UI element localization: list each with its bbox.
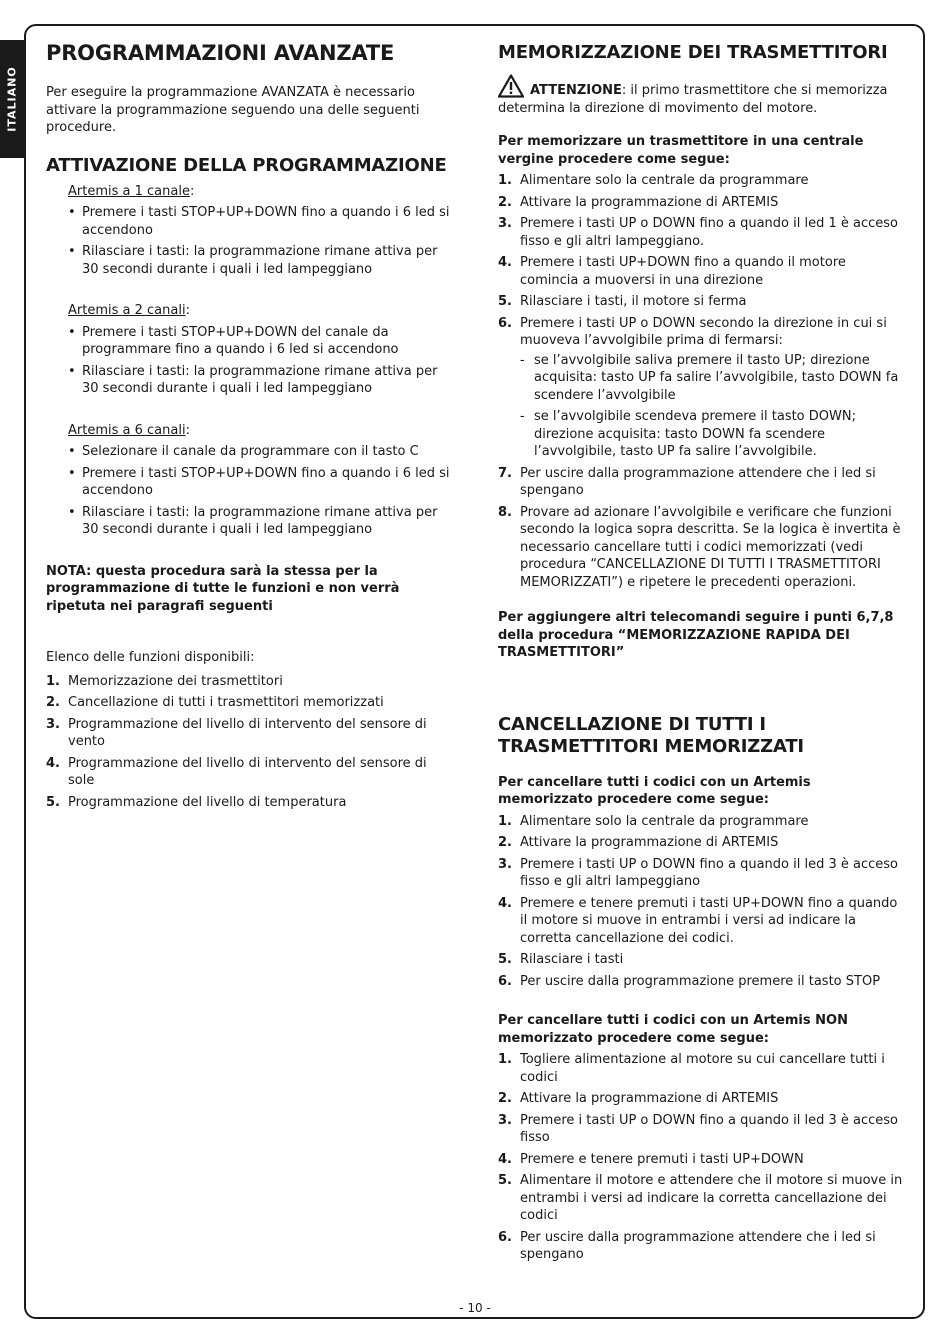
bullet-item: • Premere i tasti STOP+UP+DOWN del canale da programmare fino a quando i 6 led si accendono	[68, 324, 456, 359]
list-item: 3. Programmazione del livello di intervento del sensore di vento	[46, 716, 427, 749]
bullet-list	[68, 324, 456, 398]
list-item: 6. Premere i tasti UP o DOWN secondo la direzione in cui si muoveva l’avvolgibile prima di fermarsi: - se l’avvolgibile saliva premere il tasto UP; direzione acquisita: tasto UP fa salire l’avvolgibile, tasto DOWN fa scendere l’avvolgibile - se l’avvolgibile scendeva premere il tasto DOWN; direzione acquisita: tasto DOWN fa scendere l’avvolgibile, tasto UP fa salire l’avvolgibile.	[498, 315, 908, 461]
list-item: 3. Premere i tasti UP o DOWN fino a quando il led 3 è acceso fisso	[498, 1112, 898, 1145]
list-item: 5. Rilasciare i tasti	[498, 952, 624, 967]
bullet-item: • Premere i tasti STOP+UP+DOWN fino a quando i 6 led si accendono	[68, 204, 456, 239]
right-column	[498, 40, 908, 1268]
list-item: 4. Premere e tenere premuti i tasti UP+DOWN	[498, 1151, 804, 1167]
functions-intro: Elenco delle funzioni disponibili:	[46, 650, 255, 665]
list-item: 8. Provare ad azionare l’avvolgibile e verificare che funzioni secondo la logica sopra descritta. Se la logica è invertita è necessario cancellare tutti i codici memorizzati (vedi procedura “CANCELLAZIONE DI TUTTI I TRASMETTITORI MEMORIZZATI”) e ripetere le precedenti operazioni.	[498, 504, 901, 590]
bullet-list	[68, 204, 456, 278]
cancel-subtitle-2: Per cancellare tutti i codici con un Artemis NON memorizzato procedere come segue:	[498, 1013, 848, 1046]
list-item: 7. Per uscire dalla programmazione attendere che i led si spengano	[498, 465, 876, 498]
page-title: PROGRAMMAZIONI AVANZATE	[46, 41, 395, 65]
sub-list	[520, 352, 908, 461]
note-text: NOTA: questa procedura sarà la stessa per la programmazione di tutte le funzioni e non verrà ripetuta nei paragrafi seguenti	[46, 563, 400, 614]
bullet-list	[68, 443, 456, 539]
list-item: 3. Premere i tasti UP o DOWN fino a quando il led 3 è acceso fisso e gli altri lampeggiano	[498, 856, 898, 889]
cancel-subtitle-1: Per cancellare tutti i codici con un Artemis memorizzato procedere come segue:	[498, 774, 811, 807]
bullet-item: • Premere i tasti STOP+UP+DOWN fino a quando i 6 led si accendono	[68, 465, 456, 500]
language-tab-label: ITALIANO	[5, 66, 19, 132]
list-item: 5. Rilasciare i tasti, il motore si ferma	[498, 294, 747, 309]
warning-text: ATTENZIONE: il primo trasmettitore che si memorizza determina la direzione di movimento del motore.	[498, 74, 908, 117]
cancel-steps-2	[498, 1051, 908, 1264]
bullet-item: • Rilasciare i tasti: la programmazione rimane attiva per 30 secondi durante i quali i led lampeggiano	[68, 363, 456, 398]
list-item: 4. Premere i tasti UP+DOWN fino a quando il motore comincia a muoversi in una direzione	[498, 255, 846, 288]
cancel-title: CANCELLAZIONE DI TUTTI I TRASMETTITORI MEMORIZZATI	[498, 713, 804, 757]
cancel-steps-1	[498, 813, 908, 991]
list-item: 2. Attivare la programmazione di ARTEMIS	[498, 1091, 779, 1106]
warning-icon	[498, 74, 524, 98]
group-heading: Artemis a 1 canale	[68, 183, 190, 199]
intro-text: Per eseguire la programmazione AVANZATA è necessario attivare la programmazione seguendo una delle seguenti procedure.	[46, 85, 420, 135]
memo-title: MEMORIZZAZIONE DEI TRASMETTITORI	[498, 42, 888, 63]
sub-item: - se l’avvolgibile scendeva premere il tasto DOWN; direzione acquisita: tasto DOWN fa scendere l’avvolgibile, tasto UP fa salire l’avvolgibile.	[520, 409, 856, 459]
list-item: 1. Togliere alimentazione al motore su cui cancellare tutti i codici	[498, 1052, 885, 1085]
list-item: 1. Alimentare solo la centrale da programmare	[498, 173, 809, 188]
list-item: 4. Premere e tenere premuti i tasti UP+DOWN fino a quando il motore si muove in entrambi i versi ad indicare la corretta cancellazione dei codici.	[498, 895, 898, 946]
list-item: 5. Alimentare il motore e attendere che il motore si muove in entrambi i versi ad indicare la corretta cancellazione dei codici	[498, 1173, 903, 1223]
memo-subtitle: Per memorizzare un trasmettitore in una centrale vergine procedere come segue:	[498, 134, 864, 167]
list-item: 2. Cancellazione di tutti i trasmettitori memorizzati	[46, 695, 384, 710]
list-item: 6. Per uscire dalla programmazione attendere che i led si spengano	[498, 1229, 876, 1262]
memo-steps	[498, 172, 908, 591]
list-item: 4. Programmazione del livello di intervento del sensore di sole	[46, 755, 427, 788]
memo-extra: Per aggiungere altri telecomandi seguire i punti 6,7,8 della procedura “MEMORIZZAZIONE RAPIDA DEI TRASMETTITORI”	[498, 610, 894, 660]
group-heading: Artemis a 6 canali	[68, 422, 186, 438]
group-heading: Artemis a 2 canali	[68, 303, 186, 318]
list-item: 3. Premere i tasti UP o DOWN fino a quando il led 1 è acceso fisso e gli altri lampeggiano.	[498, 216, 898, 249]
list-item: 1. Memorizzazione dei trasmettitori	[46, 673, 283, 689]
language-tab	[0, 40, 24, 158]
bullet-item: • Rilasciare i tasti: la programmazione rimane attiva per 30 secondi durante i quali i led lampeggiano	[68, 243, 456, 278]
list-item: 6. Per uscire dalla programmazione premere il tasto STOP	[498, 973, 881, 989]
list-item: 2. Attivare la programmazione di ARTEMIS	[498, 194, 779, 210]
list-item: 1. Alimentare solo la centrale da programmare	[498, 813, 809, 829]
list-item: 5. Programmazione del livello di temperatura	[46, 794, 347, 810]
list-item: 2. Attivare la programmazione di ARTEMIS	[498, 835, 779, 850]
bullet-item: • Selezionare il canale da programmare con il tasto C	[68, 443, 456, 461]
bullet-item: • Rilasciare i tasti: la programmazione rimane attiva per 30 secondi durante i quali i led lampeggiano	[68, 504, 456, 539]
functions-list	[46, 673, 456, 812]
sub-item: - se l’avvolgibile saliva premere il tasto UP; direzione acquisita: tasto UP fa salire l’avvolgibile, tasto DOWN fa scendere l’avvolgibile	[520, 352, 899, 403]
activation-title: ATTIVAZIONE DELLA PROGRAMMAZIONE	[46, 154, 447, 176]
left-column: PROGRAMMAZIONI AVANZATE Per eseguire la programmazione AVANZATA è necessario attivare la programmazione seguendo una delle seguenti procedure. ATTIVAZIONE DELLA PROGRAMMAZIONE Artemis a 1 canale: • Premere i tasti STOP+UP+DOWN fino a quando i 6 led si accendono • Rilasciare i tasti: la programmazione rimane attiva per 30 secondi durante i quali i led lampeggiano Artemis a 2 canali: • Premere i tasti STOP+UP+DOWN del canale da programmare fino a quando i 6 led si accendono • Rilasciare i tasti: la programmazione rimane attiva per 30 secondi durante i quali i led lampeggiano Artemis a 6 canali: • Selezionare il canale da programmare con il tasto C • Premere i tasti STOP+UP+DOWN fino a quando i 6 led si accendono • Rilasciare i tasti: la programmazione rimane attiva per 30 secondi durante i quali i led lampeggiano NOTA: questa procedura sarà la stessa per la programmazione di tutte le funzioni e non verrà ripetuta nei paragrafi seguenti Elenco delle funzioni disponibili: 1. Memorizzazione dei trasmettitori 2. Cancellazione di tutti i trasmettitori memorizzati 3. Programmazione del livello di intervento del sensore di vento 4. Programmazione del livello di intervento del sensore di sole 5. Programmazione del livello di temperatura	[46, 40, 456, 815]
page-number: - 10 -	[459, 1301, 491, 1315]
